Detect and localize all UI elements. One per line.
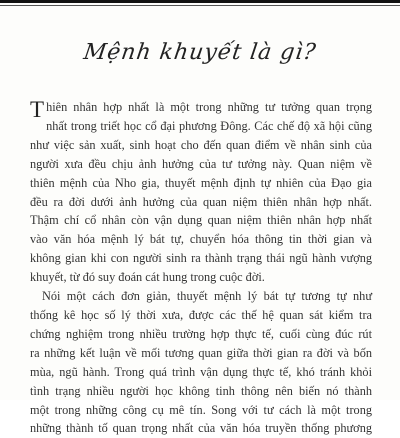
text-line: Nói một cách đơn giản, thuyết mệnh lý bát tự tương tự như xyxy=(42,289,372,304)
text-line: nhất trong triết học cổ đại phương Đông. Các chế độ xã hội cũng xyxy=(46,118,372,133)
text-line: như việc sản xuất, sinh hoạt cho đến quan điểm về nhân sinh của xyxy=(30,137,372,152)
text-line: người xưa đều chịu ảnh hưởng của tư tưởng này. Quan niệm về xyxy=(30,156,372,171)
text-line: mùa, ngũ hành. Trong quá trình vận dụng thực tế, khó tránh khỏi xyxy=(30,364,372,379)
text-line: đều ra đời dưới ảnh hưởng của quan niệm thiên nhân hợp nhất. xyxy=(30,194,372,209)
header-rule-bar xyxy=(0,0,400,3)
text-line: khuyết, từ đó suy đoán cát hung trong cuộc đời. xyxy=(30,270,265,285)
text-line: không gian khi con người sinh ra thành trạng thái ngũ hành vượng xyxy=(30,251,372,266)
paragraph-1 xyxy=(30,98,372,287)
header-rule xyxy=(0,0,400,6)
text-line: vào văn hóa mệnh lý bát tự, chuyển hóa thông tin thời gian và xyxy=(30,232,372,247)
text-line: tình trạng nhiều người học không tinh thông nên biến nó thành xyxy=(30,383,372,398)
text-line: Thậm chí cổ nhân còn vận dụng quan niệm thiên nhân hợp nhất xyxy=(30,213,372,228)
text-line: một trong những công cụ mê tín. Song với tư cách là một trong xyxy=(30,402,372,417)
paragraph-2 xyxy=(30,287,372,438)
text-line: Thiên nhân hợp nhất là một trong những tư tưởng quan trọng xyxy=(30,97,372,122)
body-text xyxy=(30,98,372,438)
text-line: chứng nghiệm trong nhiều trường hợp thực tế, cuối cùng đúc rút xyxy=(30,326,372,341)
dropcap: T xyxy=(30,97,45,122)
text-line: thống kê học số lý thời xưa, được các thế hệ quan sát kiểm tra xyxy=(30,307,372,322)
text-line: những thành tố quan trọng nhất của văn hóa truyền thống phương xyxy=(30,421,372,436)
text-line: ra những kết luận về mối tương quan giữa thời gian ra đời và bốn xyxy=(30,345,372,360)
text-line: thiên mệnh của Nho gia, thuyết mệnh định tự nhiên của Đạo gia xyxy=(30,175,372,190)
chapter-title: Mệnh khuyết là gì? xyxy=(82,40,318,65)
